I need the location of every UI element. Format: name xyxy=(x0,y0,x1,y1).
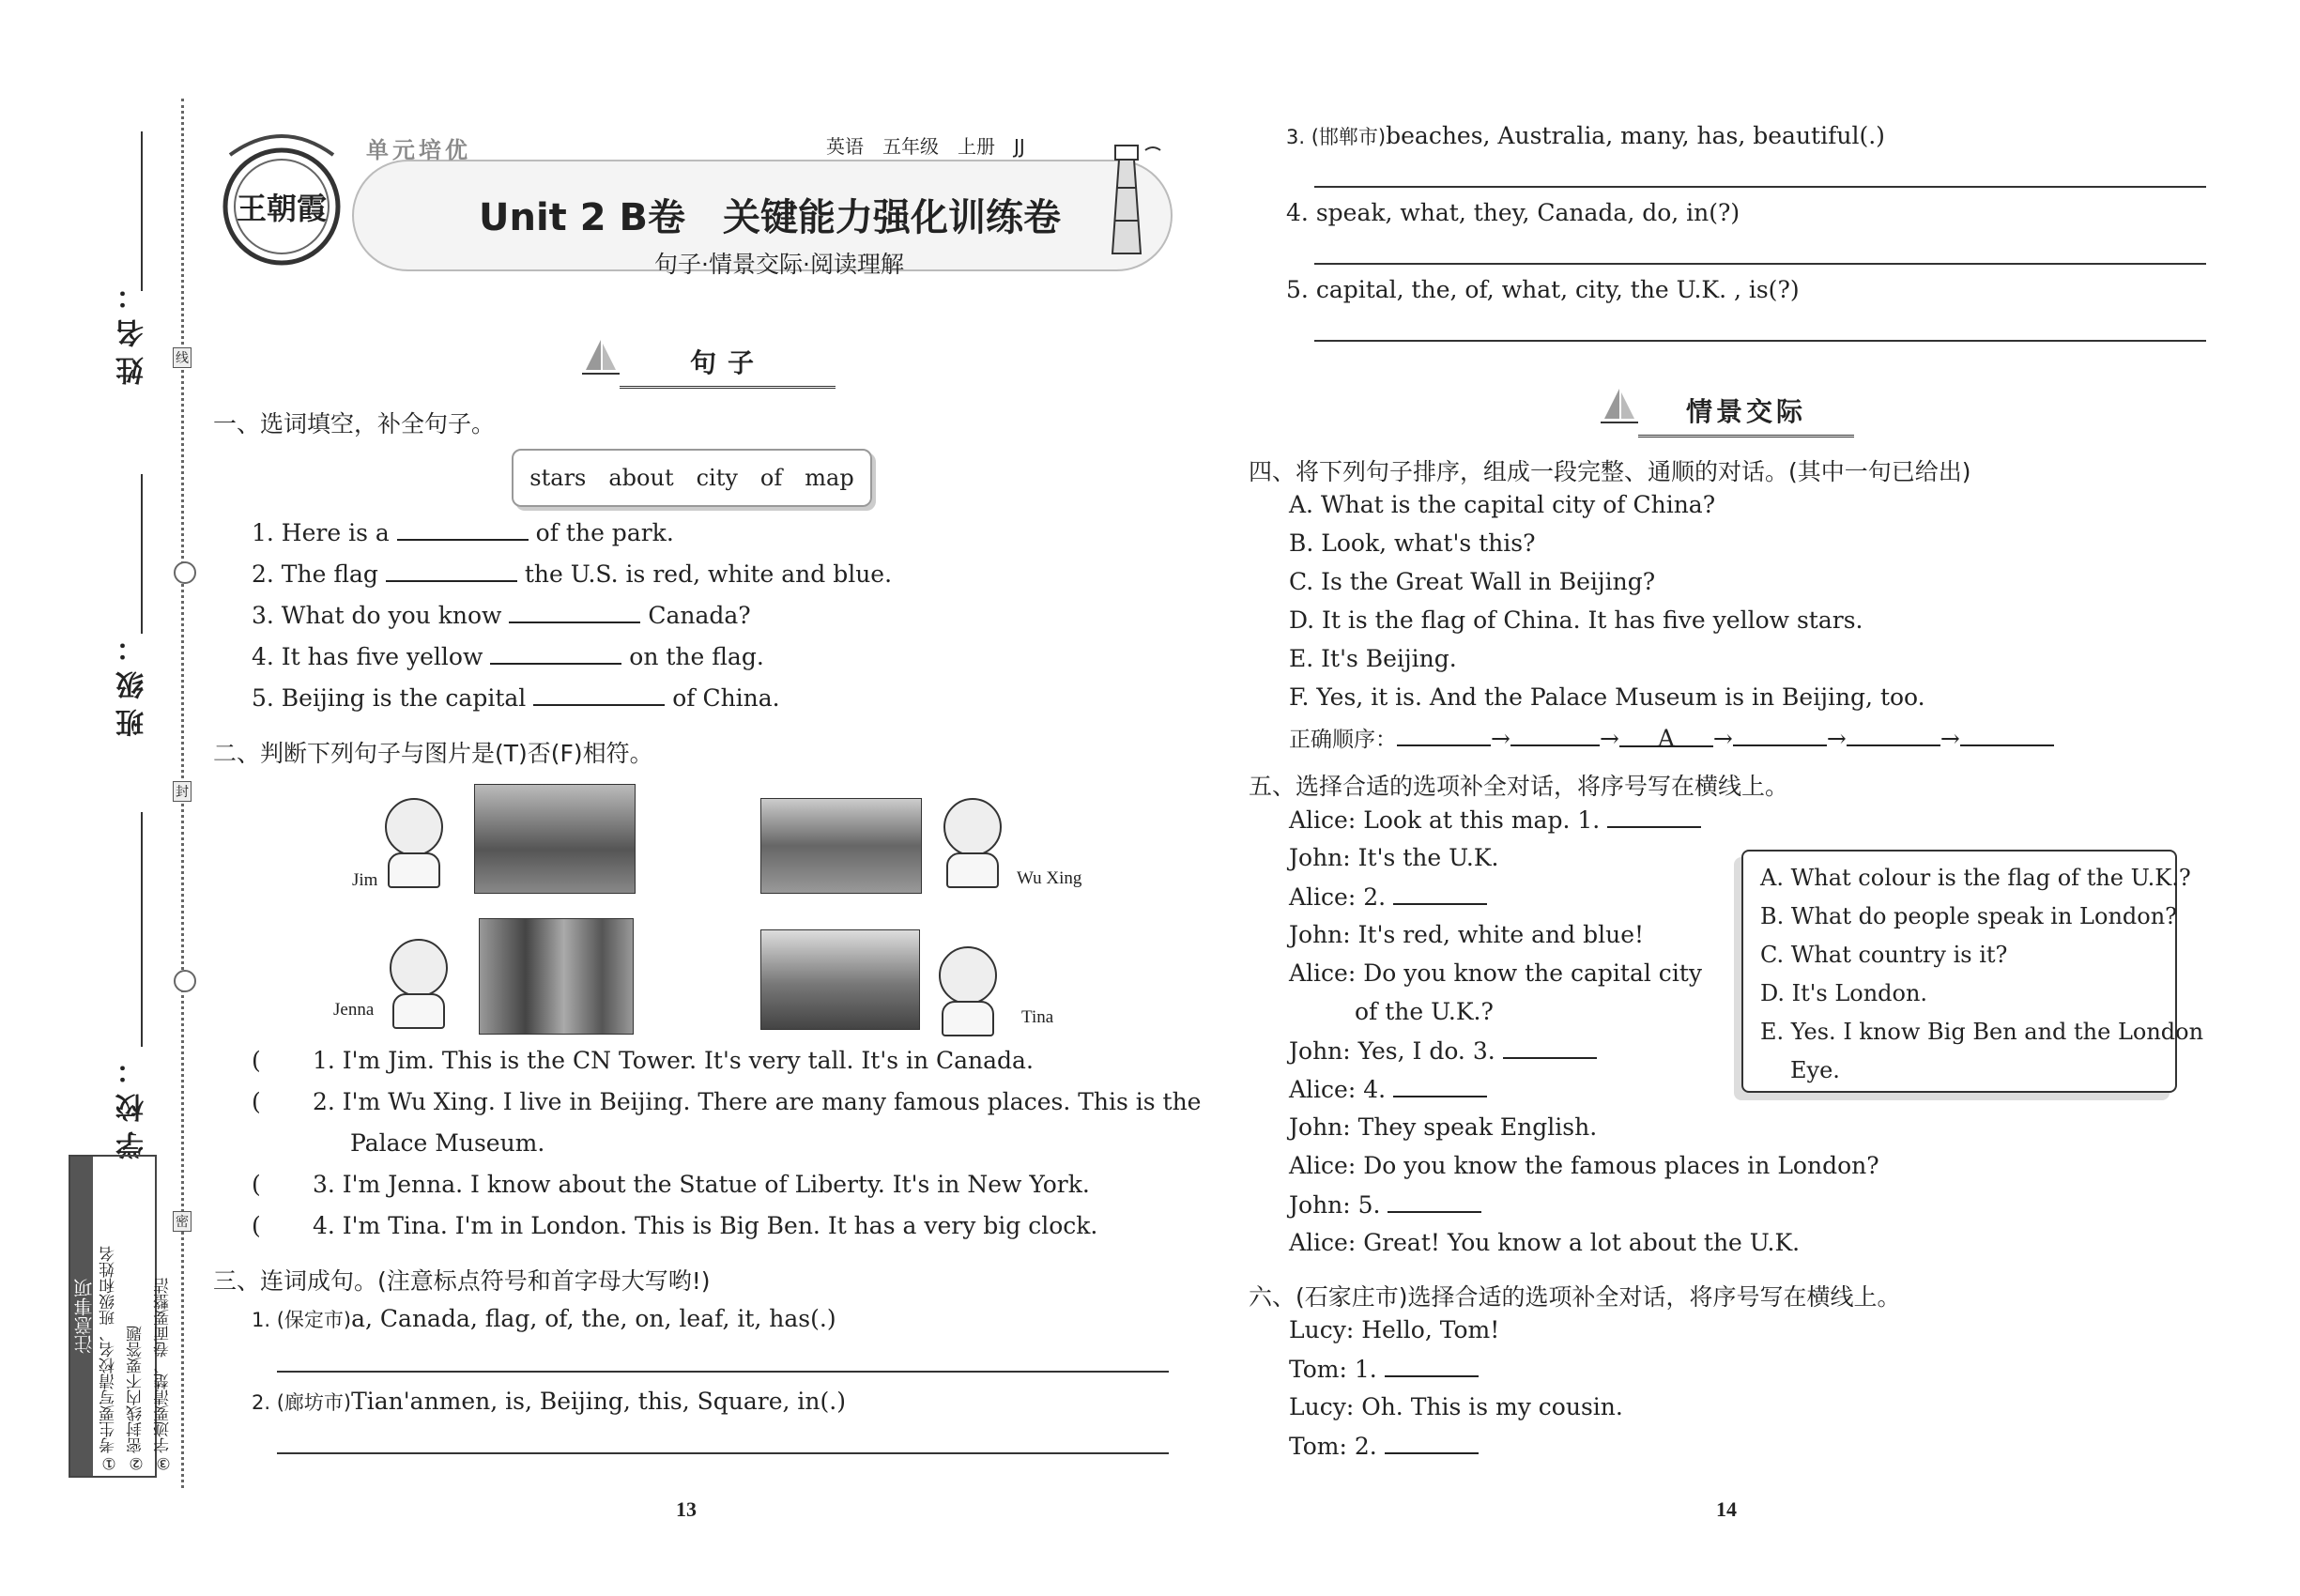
new-york-photo xyxy=(479,918,634,1035)
q2-item: 1. I'm Jim. This is the CN Tower. It's very tall. It's in Canada. xyxy=(313,1047,1034,1074)
answer-blank[interactable] xyxy=(1385,1432,1479,1454)
class-label: 班级： xyxy=(116,624,149,737)
kid-jim-image xyxy=(385,798,443,856)
answer-line[interactable] xyxy=(1314,340,2206,342)
dialogue-line: Alice: Look at this map. 1. xyxy=(1289,806,1701,834)
q1-item: 2. The flag the U.S. is red, white and blue. xyxy=(252,560,893,588)
q4-item: D. It is the flag of China. It has five yellow stars. xyxy=(1289,606,1863,634)
caption-jenna: Jenna xyxy=(333,1000,375,1020)
notes-heading: 注意事项 xyxy=(70,1157,93,1476)
q2-item: 4. I'm Tina. I'm in London. This is Big Ben. It has a very big clock. xyxy=(313,1212,1098,1239)
q2-heading: 二、判断下列句子与图片是(T)否(F)相符。 xyxy=(213,740,653,767)
order-blank[interactable] xyxy=(1960,724,2054,746)
binding-hole-icon xyxy=(174,561,196,584)
answer-blank[interactable] xyxy=(533,683,665,706)
order-blank[interactable] xyxy=(1733,724,1827,746)
kid-body xyxy=(392,993,445,1029)
dialogue-line: John: Yes, I do. 3. xyxy=(1289,1036,1597,1065)
brand-logo xyxy=(211,117,352,272)
school-label: 学校： xyxy=(116,1047,149,1159)
q4-item: B. Look, what's this? xyxy=(1289,529,1536,557)
dialogue-line: Alice: Do you know the famous places in London? xyxy=(1289,1152,1879,1179)
answer-blank[interactable] xyxy=(509,601,640,623)
order-blank[interactable] xyxy=(1397,724,1491,746)
word-bank-item: city xyxy=(696,465,738,491)
option-item: B. What do people speak in London? xyxy=(1760,903,2178,929)
book-meta: 英语 五年级 上册 JJ xyxy=(826,135,1025,158)
q1-heading: 一、选词填空，补全句子。 xyxy=(213,410,496,437)
option-item: C. What country is it? xyxy=(1760,942,2008,968)
lighthouse-icon xyxy=(1080,131,1173,263)
sailboat-icon xyxy=(1601,387,1638,426)
svg-text:王朝霞: 王朝霞 xyxy=(236,191,328,226)
page-number-left: 13 xyxy=(676,1497,697,1521)
school-field[interactable] xyxy=(141,812,143,1047)
option-item: A. What colour is the flag of the U.K.? xyxy=(1760,865,2191,891)
answer-line[interactable] xyxy=(277,1371,1169,1373)
order-given: A xyxy=(1619,725,1713,747)
q1-item: 4. It has five yellow on the flag. xyxy=(252,643,764,670)
caption-tina: Tina xyxy=(1021,1007,1054,1027)
big-ben-photo xyxy=(760,929,920,1030)
dialogue-line: Tom: 2. xyxy=(1289,1432,1479,1460)
answer-line[interactable] xyxy=(1314,186,2206,188)
option-item-cont: Eye. xyxy=(1790,1057,1840,1083)
page-number-right: 14 xyxy=(1716,1497,1737,1521)
q1-item: 5. Beijing is the capital of China. xyxy=(252,684,780,712)
dialogue-line: John: It's red, white and blue! xyxy=(1289,921,1645,948)
class-field[interactable] xyxy=(141,474,143,634)
answer-blank[interactable] xyxy=(1388,1190,1481,1213)
dialogue-line: Lucy: Oh. This is my cousin. xyxy=(1289,1393,1623,1420)
dialogue-line: Alice: 2. xyxy=(1289,882,1487,911)
order-blank[interactable] xyxy=(1510,724,1600,746)
seal-mark-seal: 封 xyxy=(173,781,192,802)
answer-blank[interactable] xyxy=(1393,1075,1487,1097)
note-item: ③字迹要清楚、卷面要整洁 xyxy=(154,1278,173,1472)
option-item: E. Yes. I know Big Ben and the London xyxy=(1760,1019,2204,1045)
kid-body xyxy=(942,1001,994,1036)
dialogue-line: John: 5. xyxy=(1289,1190,1481,1219)
dialogue-line: Lucy: Hello, Tom! xyxy=(1289,1316,1500,1343)
q3-item: 4. speak, what, they, Canada, do, in(?) xyxy=(1286,199,1740,226)
answer-blank[interactable] xyxy=(1607,806,1701,828)
word-bank-item: map xyxy=(805,465,854,491)
section-title-sentences: 句子 xyxy=(620,343,836,389)
q2-item: 3. I'm Jenna. I know about the Statue of Liberty. It's in New York. xyxy=(313,1171,1090,1198)
waterfall-photo xyxy=(474,784,636,894)
q2-paren-blank[interactable]: ( xyxy=(252,1171,261,1198)
option-item: D. It's London. xyxy=(1760,980,1928,1006)
q3-heading: 三、连词成句。(注意标点符号和首字母大写哟!) xyxy=(213,1267,711,1295)
q4-item: F. Yes, it is. And the Palace Museum is in Beijing, too. xyxy=(1289,683,1925,711)
q5-options-box xyxy=(1741,850,2204,1093)
q2-paren-blank[interactable]: ( xyxy=(252,1212,261,1239)
dialogue-line: John: It's the U.K. xyxy=(1289,844,1499,871)
word-bank-item: of xyxy=(759,465,783,491)
page-subtitle: 句子·情景交际·阅读理解 xyxy=(654,251,904,278)
q1-item: 1. Here is a of the park. xyxy=(252,519,674,546)
binding-hole-icon xyxy=(174,970,196,992)
q4-item: E. It's Beijing. xyxy=(1289,645,1457,672)
dialogue-line: Alice: Great! You know a lot about the U.K. xyxy=(1289,1229,1801,1256)
sailboat-icon xyxy=(582,338,620,377)
kid-tina-image xyxy=(939,946,997,1005)
kid-body xyxy=(946,852,999,888)
kid-wuxing-image xyxy=(943,798,1002,856)
name-field[interactable] xyxy=(141,131,143,291)
q2-paren-blank[interactable]: ( xyxy=(252,1047,261,1074)
q1-item: 3. What do you know Canada? xyxy=(252,602,751,629)
dialogue-line: Alice: Do you know the capital city xyxy=(1289,959,1702,987)
q2-item-cont: Palace Museum. xyxy=(350,1129,545,1157)
palace-museum-photo xyxy=(760,798,922,894)
word-bank-item: about xyxy=(608,465,674,491)
dialogue-line: Tom: 1. xyxy=(1289,1355,1479,1383)
q2-paren-blank[interactable]: ( xyxy=(252,1088,261,1115)
q4-item: A. What is the capital city of China? xyxy=(1289,491,1716,518)
q5-heading: 五、选择合适的选项补全对话，将序号写在横线上。 xyxy=(1249,773,1789,800)
seal-mark-line: 线 xyxy=(173,347,192,368)
answer-blank[interactable] xyxy=(490,642,621,665)
q3-item: 3. (邯郸市)beaches, Australia, many, has, beautiful(.) xyxy=(1286,122,1885,149)
q4-item: C. Is the Great Wall in Beijing? xyxy=(1289,568,1656,595)
note-item: ①考生要写清校名、班级和姓名 xyxy=(100,1246,118,1472)
dialogue-line: John: They speak English. xyxy=(1289,1113,1598,1141)
q4-heading: 四、将下列句子排序，组成一段完整、通顺的对话。(其中一句已给出) xyxy=(1249,458,1971,485)
dialogue-line: Alice: 4. xyxy=(1289,1075,1487,1103)
answer-blank[interactable] xyxy=(1393,882,1487,905)
unit-badge: 单元培优 xyxy=(366,137,471,163)
word-bank-item: stars xyxy=(529,465,587,491)
section-title-dialogue: 情景交际 xyxy=(1638,391,1854,437)
word-bank xyxy=(512,449,872,507)
q3-item: 5. capital, the, of, what, city, the U.K. , is(?) xyxy=(1286,276,1800,303)
q3-item: 1. (保定市)a, Canada, flag, of, the, on, leaf, it, has(.) xyxy=(252,1305,836,1332)
page-title: Unit 2 B卷 关键能力强化训练卷 xyxy=(479,196,1061,239)
seal-mark-secret: 密 xyxy=(173,1211,192,1232)
caption-wuxing: Wu Xing xyxy=(1017,868,1082,888)
answer-line[interactable] xyxy=(1314,263,2206,265)
q3-item: 2. (廊坊市)Tian'anmen, is, Beijing, this, Square, in(.) xyxy=(252,1388,846,1415)
name-label: 姓名： xyxy=(116,272,149,385)
note-item: ②密封线内不要答题 xyxy=(127,1326,146,1472)
answer-blank[interactable] xyxy=(397,518,529,541)
exam-notes-box xyxy=(69,1155,173,1478)
answer-line[interactable] xyxy=(277,1452,1169,1454)
caption-jim: Jim xyxy=(352,870,378,890)
q4-order-row: 正确顺序： → → A → → → xyxy=(1289,722,2054,753)
q2-item: 2. I'm Wu Xing. I live in Beijing. There are many famous places. This is the xyxy=(313,1088,1202,1115)
answer-blank[interactable] xyxy=(1385,1355,1479,1377)
order-blank[interactable] xyxy=(1847,724,1940,746)
kid-body xyxy=(388,852,440,888)
q6-heading: 六、(石家庄市)选择合适的选项补全对话，将序号写在横线上。 xyxy=(1249,1283,1901,1311)
answer-blank[interactable] xyxy=(386,560,517,582)
answer-blank[interactable] xyxy=(1503,1036,1597,1059)
kid-jenna-image xyxy=(390,939,448,997)
dialogue-line-cont: of the U.K.? xyxy=(1355,998,1494,1025)
